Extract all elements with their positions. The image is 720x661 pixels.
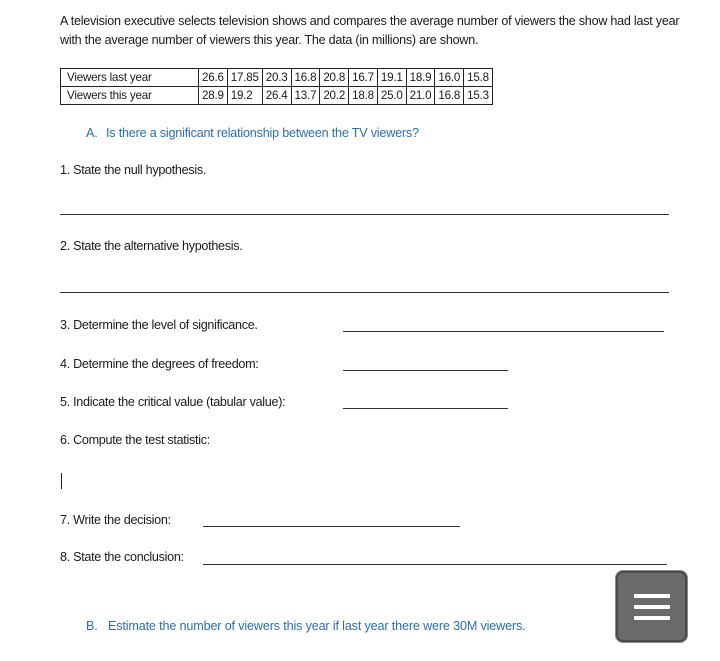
table-cell: 13.7 xyxy=(291,87,320,105)
question-1: 1. State the null hypothesis. xyxy=(60,163,207,177)
table-cell: 20.3 xyxy=(262,69,291,87)
answer-line-5[interactable] xyxy=(343,408,508,409)
answer-line-1[interactable] xyxy=(60,214,669,215)
table-row xyxy=(61,87,493,105)
answer-line-7[interactable] xyxy=(203,526,460,527)
table-cell: 25.0 xyxy=(377,87,406,105)
hamburger-menu-icon-bar-2 xyxy=(634,605,670,609)
text-cursor xyxy=(61,473,62,489)
table-cell: 28.9 xyxy=(199,87,228,105)
table-row xyxy=(61,69,493,87)
answer-line-4[interactable] xyxy=(343,370,508,371)
table-cell: 20.2 xyxy=(320,87,349,105)
question-2: 2. State the alternative hypothesis. xyxy=(60,239,243,253)
part-b-letter: B. xyxy=(86,619,98,633)
table-cell: 16.0 xyxy=(435,69,464,87)
question-8: 8. State the conclusion: xyxy=(60,550,184,564)
hamburger-menu-icon xyxy=(634,594,670,598)
table-cell: 15.3 xyxy=(464,87,493,105)
question-7: 7. Write the decision: xyxy=(60,513,171,527)
viewers-data-table xyxy=(60,68,493,105)
table-cell: 18.8 xyxy=(349,87,378,105)
table-cell: 20.8 xyxy=(320,69,349,87)
question-4: 4. Determine the degrees of freedom: xyxy=(60,357,259,371)
table-cell: 17.85 xyxy=(227,69,262,87)
question-6: 6. Compute the test statistic: xyxy=(60,433,210,447)
table-cell: 16.8 xyxy=(435,87,464,105)
table-cell: 18.9 xyxy=(406,69,435,87)
part-b-text: Estimate the number of viewers this year if last year there were 30M viewers. xyxy=(108,619,526,633)
hamburger-menu-icon-bar-3 xyxy=(634,616,670,620)
table-cell: 21.0 xyxy=(406,87,435,105)
part-a-heading xyxy=(86,126,419,140)
table-cell: 16.8 xyxy=(291,69,320,87)
table-cell: 26.4 xyxy=(262,87,291,105)
question-5: 5. Indicate the critical value (tabular value): xyxy=(60,395,286,409)
intro-paragraph: A television executive selects television shows and compares the average number of viewers the show had last year with the average number of viewers this year. The data (in millions) are shown. xyxy=(60,14,680,47)
answer-line-3[interactable] xyxy=(343,331,664,332)
question-3: 3. Determine the level of significance. xyxy=(60,318,258,332)
menu-button[interactable] xyxy=(615,570,688,643)
part-a-text: Is there a significant relationship between the TV viewers? xyxy=(106,126,419,140)
table-row-label: Viewers this year xyxy=(61,87,199,105)
table-cell: 16.7 xyxy=(349,69,378,87)
answer-line-2[interactable] xyxy=(60,292,669,293)
part-b-heading xyxy=(86,619,526,633)
table-cell: 15.8 xyxy=(464,69,493,87)
table-cell: 19.2 xyxy=(227,87,262,105)
answer-line-8[interactable] xyxy=(203,564,667,565)
table-row-label: Viewers last year xyxy=(61,69,199,87)
table-cell: 19.1 xyxy=(377,69,406,87)
part-a-letter: A. xyxy=(86,126,98,140)
table-cell: 26.6 xyxy=(199,69,228,87)
